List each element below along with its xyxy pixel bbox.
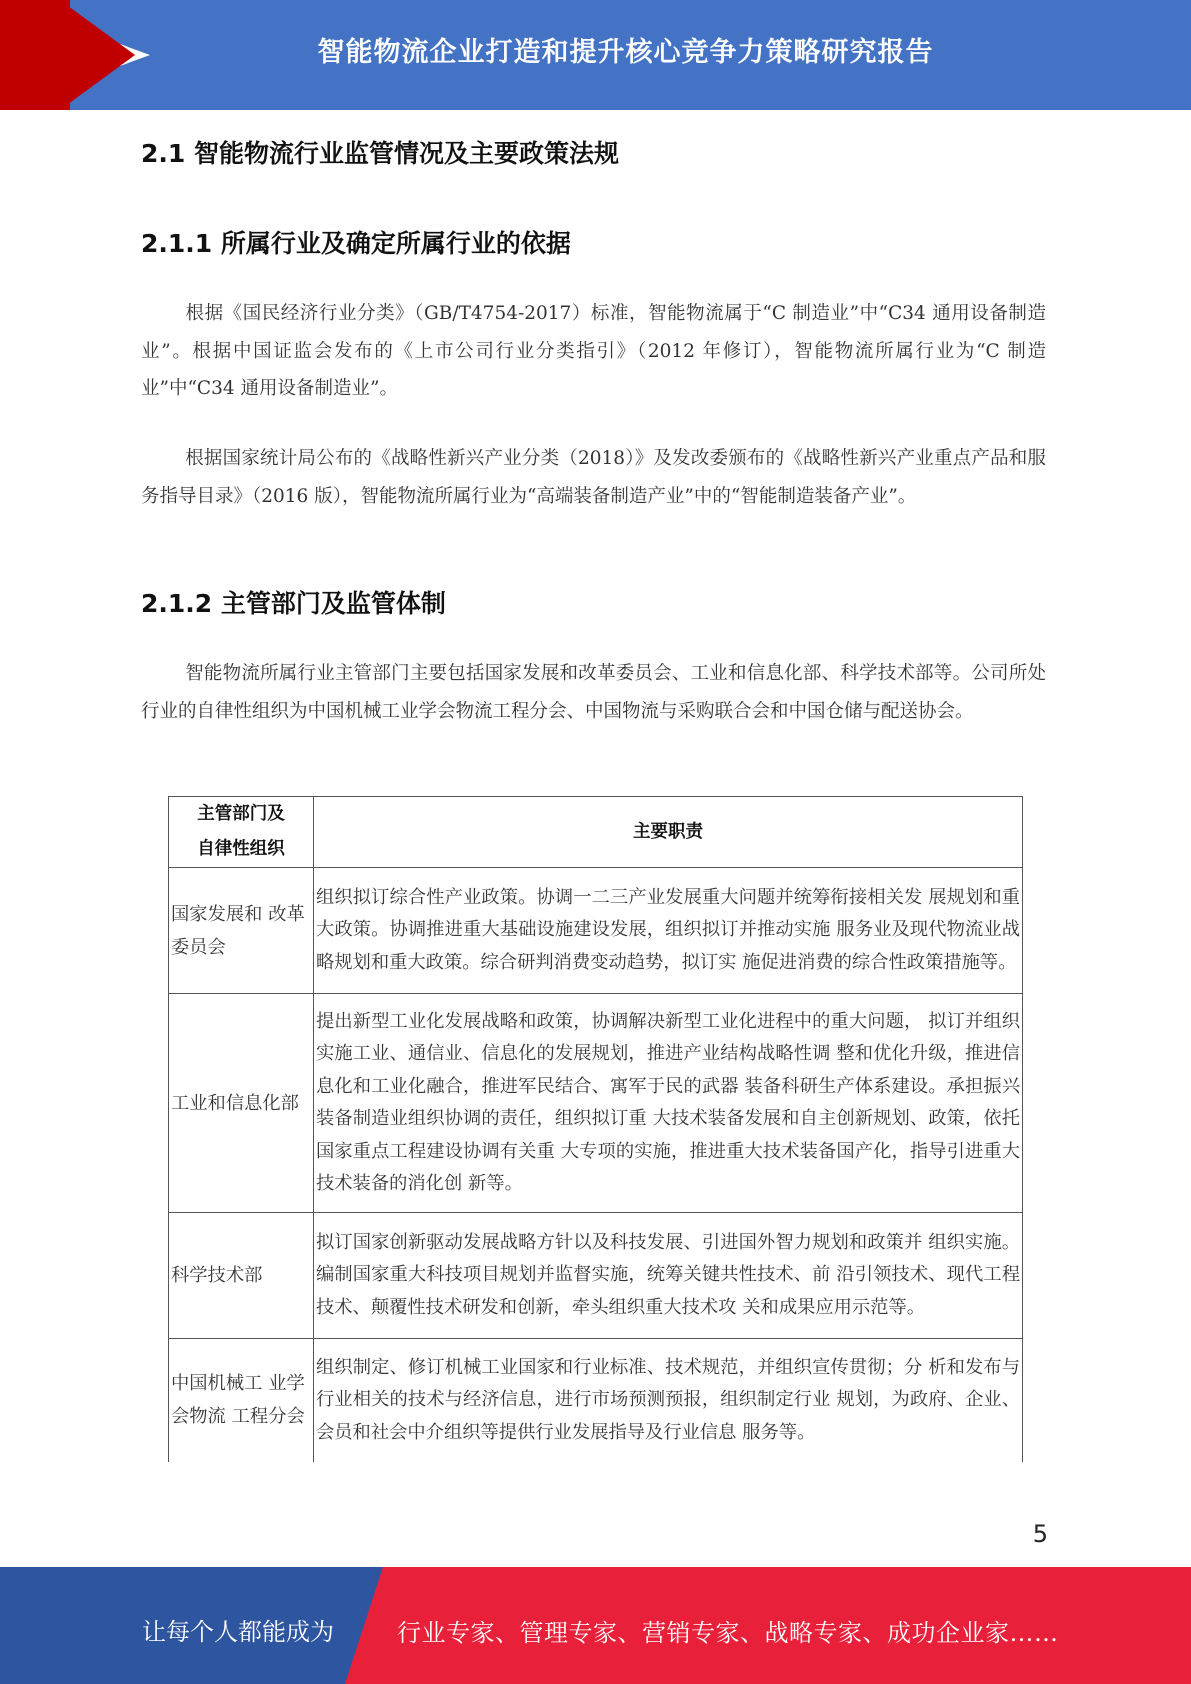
table-cell-duty: 拟订国家创新驱动发展战略方针以及科技发展、引进国外智力规划和政策并 组织实施。编制国家重大科技项目规划并监督实施，统筹关键共性技术、前 沿引领技术、现代工程技术、颠覆性技术研发和创新，牵头组织重大技术攻 关和成果应用示范等。 bbox=[314, 1213, 1023, 1339]
table-row bbox=[169, 1213, 1023, 1339]
table-header-row bbox=[169, 797, 1023, 868]
paragraph-3-text: 智能物流所属行业主管部门主要包括国家发展和改革委员会、工业和信息化部、科学技术部等。公司所处行业的自律性组织为中国机械工业学会物流工程分会、中国物流与采购联合会和中国仓储与配送协会。 bbox=[141, 663, 1046, 722]
table-cell-duty: 提出新型工业化发展战略和政策，协调解决新型工业化进程中的重大问题， 拟订并组织实施工业、通信业、信息化的发展规划，推进产业结构战略性调 整和优化升级，推进信息化和工业化融合，推进军民结合、寓军于民的武器 装备科研生产体系建设。承担振兴装备制造业组织协调的责任，组织拟订重 大技术装备发展和自主创新规划、政策，依托国家重点工程建设协调有关重 大专项的实施，推进重大技术装备国产化，指导引进重大技术装备的消化创 新等。 bbox=[314, 994, 1023, 1213]
table-header-org-line1: 主管部门及 bbox=[197, 804, 285, 824]
footer-diagonal bbox=[345, 1567, 405, 1684]
table-cell-org: 国家发展和 改革委员会 bbox=[169, 868, 314, 994]
footer-slogan-left: 让每个人都能成为 bbox=[142, 1618, 334, 1646]
page-footer bbox=[0, 1567, 1191, 1684]
page-header bbox=[0, 0, 1191, 110]
table-row bbox=[169, 1339, 1023, 1462]
table-cell-duty: 组织制定、修订机械工业国家和行业标准、技术规范，并组织宣传贯彻；分 析和发布与行业相关的技术与经济信息，进行市场预测预报，组织制定行业 规划，为政府、企业、会员和社会中介组织等提供行业发展指导及行业信息 服务等。 bbox=[314, 1339, 1023, 1462]
table-cell-duty: 组织拟订综合性产业政策。协调一二三产业发展重大问题并统筹衔接相关发 展规划和重大政策。协调推进重大基础设施建设发展，组织拟订并推动实施 服务业及现代物流业战略规划和重大政策。综合研判消费变动趋势，拟订实 施促进消费的综合性政策措施等。 bbox=[314, 868, 1023, 994]
footer-slogan-right: 行业专家、管理专家、营销专家、战略专家、成功企业家…… bbox=[397, 1619, 1059, 1647]
paragraph-3 bbox=[141, 655, 1046, 730]
table-cell-org: 工业和信息化部 bbox=[169, 994, 314, 1213]
page-number: 5 bbox=[1032, 1520, 1048, 1548]
header-chevron-red bbox=[60, 0, 135, 110]
table-header-org bbox=[169, 797, 314, 868]
table-cell-org: 科学技术部 bbox=[169, 1213, 314, 1339]
regulatory-table bbox=[168, 796, 1023, 1462]
section-heading-2-1-2: 2.1.2 主管部门及监管体制 bbox=[141, 589, 446, 618]
table-row bbox=[169, 868, 1023, 994]
table-cell-org: 中国机械工 业学会物流 工程分会 bbox=[169, 1339, 314, 1462]
table-header-org-line2: 自律性组织 bbox=[197, 839, 285, 859]
section-heading-2-1-1: 2.1.1 所属行业及确定所属行业的依据 bbox=[141, 229, 571, 258]
table-row bbox=[169, 994, 1023, 1213]
paragraph-1 bbox=[141, 295, 1046, 408]
paragraph-2-text: 根据国家统计局公布的《战略性新兴产业分类（2018）》及发改委颁布的《战略性新兴产业重点产品和服务指导目录》（2016 版），智能物流所属行业为“高端装备制造产业”中的“智能制造装备产业”。 bbox=[141, 448, 1046, 507]
section-heading-2-1: 2.1 智能物流行业监管情况及主要政策法规 bbox=[141, 139, 619, 168]
paragraph-2 bbox=[141, 440, 1046, 515]
table-header-duty: 主要职责 bbox=[314, 797, 1023, 868]
paragraph-1-text: 根据《国民经济行业分类》（GB/T4754-2017）标准，智能物流属于“C 制造业”中“C34 通用设备制造业”。根据中国证监会发布的《上市公司行业分类指引》（2012 年修订），智能物流所属行业为“C 制造业”中“C34 通用设备制造业”。 bbox=[141, 303, 1046, 399]
report-title: 智能物流企业打造和提升核心竞争力策略研究报告 bbox=[317, 37, 934, 68]
